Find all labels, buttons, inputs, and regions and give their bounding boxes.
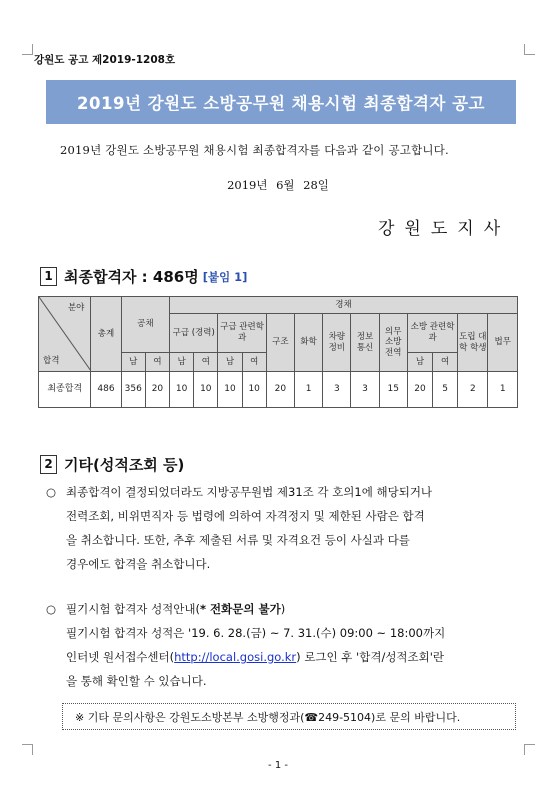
notice-date: 2019년 6월 28일: [227, 178, 329, 192]
header-public: 공채: [121, 297, 169, 353]
header-law: 법무: [488, 314, 518, 372]
cell-public-male: 356: [121, 372, 145, 408]
cell-island: 2: [458, 372, 488, 408]
bullet-text: [66, 597, 526, 693]
circle-bullet-icon: ○: [46, 602, 57, 616]
bullet-line: 전력조회, 비위면직자 등 법령에 의하여 자격정지 및 제한된 사람은 합격: [66, 509, 425, 523]
no-phone-note: * 전화문의 불가: [200, 602, 281, 616]
cell-vehicle: 3: [323, 372, 351, 408]
corner-mark: [524, 744, 535, 755]
header-rescue-career: 구급 (경력): [170, 314, 218, 353]
header-field: 분야: [67, 303, 85, 313]
header-female: 여: [145, 353, 169, 372]
cell-rescue-major-male: 10: [218, 372, 242, 408]
cell-chemistry: 1: [294, 372, 322, 408]
bullet-line-part: 인터넷 원서접수센터(: [66, 650, 175, 664]
bullet-line: 경우에도 합격을 취소합니다.: [66, 557, 211, 571]
section-1-heading: [40, 266, 247, 287]
header-island: 도립 대학 학생: [458, 314, 488, 372]
row-label: 최종합격: [39, 372, 91, 408]
bullet-line: [66, 645, 526, 669]
corner-mark: [524, 44, 535, 55]
cell-public-female: 20: [145, 372, 169, 408]
cell-rescue-major-female: 10: [242, 372, 266, 408]
header-male: 남: [170, 353, 194, 372]
section-2-heading: [40, 454, 184, 475]
signer: 강원도지사: [378, 219, 511, 239]
bullet-line: 을 취소합니다. 또한, 추후 제출된 서류 및 자격요건 등이 사실과 다를: [66, 533, 410, 547]
header-medical: 의무 소방 전역: [379, 314, 407, 372]
bullet-line: 필기시험 합격자 성적은 '19. 6. 28.(금) ~ 7. 31.(수) 09:00 ~ 18:00까지: [66, 626, 446, 640]
table-row: [39, 372, 518, 408]
header-fire-major: 소방 관련학과: [407, 314, 457, 353]
notice-number: 강원도 공고 제2019-1208호: [34, 54, 176, 66]
gosi-link[interactable]: http://local.gosi.go.kr: [174, 650, 297, 664]
cell-rescue-career-male: 10: [170, 372, 194, 408]
header-vehicle: 차량 정비: [323, 314, 351, 372]
header-rescue: 구조: [266, 314, 294, 372]
section-number: 1: [40, 267, 57, 286]
header-female: 여: [433, 353, 458, 372]
bullet-heading-text: 필기시험 합격자 성적안내(: [66, 602, 200, 616]
header-career: 경채: [170, 297, 518, 314]
cell-fire-major-female: 5: [433, 372, 458, 408]
cell-law: 1: [488, 372, 518, 408]
bullet-line: 을 통해 확인할 수 있습니다.: [66, 674, 207, 688]
page-number: - 1 -: [268, 760, 288, 771]
header-pass: 합격: [43, 356, 60, 367]
header-rescue-major: 구급 관련학과: [218, 314, 266, 353]
page-title: 2019년 강원도 소방공무원 채용시험 최종합격자 공고: [46, 80, 516, 124]
header-total: 총계: [91, 297, 121, 372]
bullet-heading-end: ): [280, 602, 286, 616]
section-title: 최종합격자 : 486명: [64, 268, 199, 286]
header-male: 남: [121, 353, 145, 372]
corner-mark: [22, 44, 33, 55]
header-male: 남: [218, 353, 242, 372]
corner-mark: [22, 744, 33, 755]
cell-rescue: 20: [266, 372, 294, 408]
header-female: 여: [194, 353, 218, 372]
diagonal-header-cell: [39, 297, 91, 372]
bullet-heading: [66, 597, 526, 621]
cell-rescue-career-female: 10: [194, 372, 218, 408]
section-number: 2: [40, 455, 57, 474]
header-female: 여: [242, 353, 266, 372]
results-table: [38, 296, 518, 408]
bullet-text: [66, 480, 526, 576]
cell-fire-major-male: 20: [407, 372, 432, 408]
header-it: 정보 통신: [351, 314, 379, 372]
cell-it: 3: [351, 372, 379, 408]
cell-medical: 15: [379, 372, 407, 408]
intro-text: 2019년 강원도 소방공무원 채용시험 최종합격자를 다음과 같이 공고합니다.: [60, 143, 449, 157]
bullet-line: 최종합격이 결정되었더라도 지방공무원법 제31조 각 호의1에 해당되거나: [66, 485, 433, 499]
contact-box: ※ 기타 문의사항은 강원도소방본부 소방행정과(☎249-5104)로 문의 바랍니다.: [62, 703, 516, 730]
cell-total: 486: [91, 372, 121, 408]
section-title: 기타(성적조회 등): [64, 456, 185, 474]
attachment-ref: [붙임 1]: [202, 269, 248, 284]
header-male: 남: [407, 353, 432, 372]
header-chemistry: 화학: [294, 314, 322, 372]
circle-bullet-icon: ○: [46, 485, 57, 499]
bullet-line-part: ) 로그인 후 '합격/성적조회'란: [296, 650, 445, 664]
